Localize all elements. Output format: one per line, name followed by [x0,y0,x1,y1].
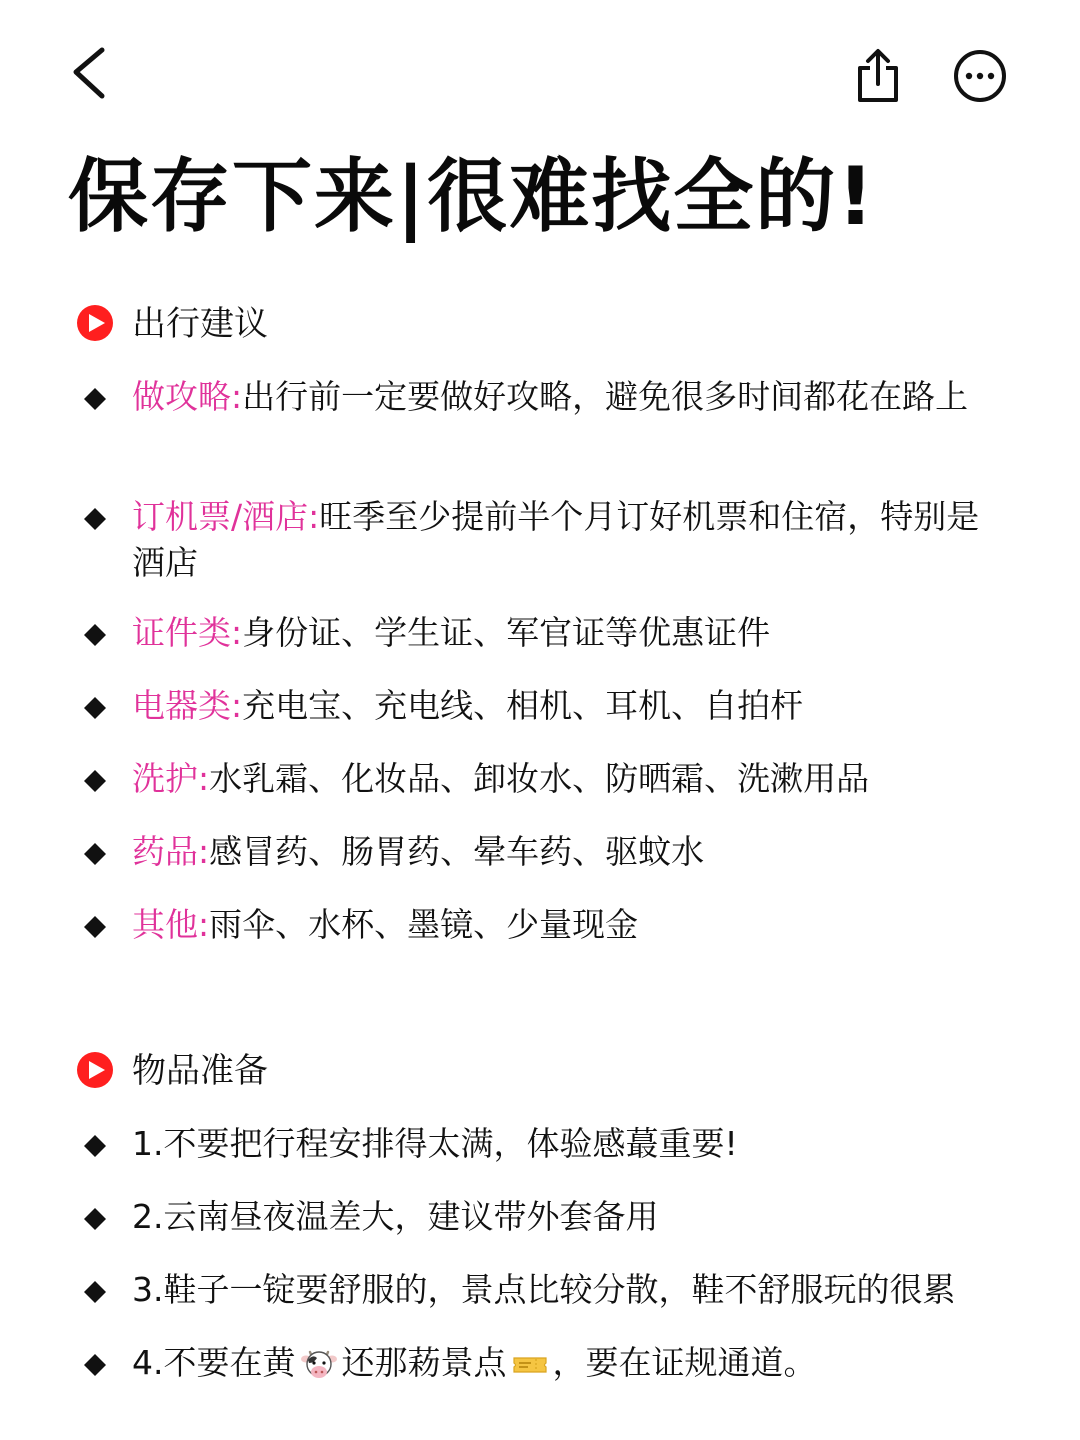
diamond-bullet-icon [84,770,106,792]
item-content: 还那菞景点 [341,1343,507,1382]
item-content: ，要在证规通道。 [552,1343,817,1382]
item-text [132,610,1012,656]
more-horizontal-icon [950,46,1010,106]
play-circle-icon [76,1051,114,1089]
item-keyword: 洗护: [132,759,210,798]
share-button[interactable] [850,44,906,108]
item-content: 充电宝、充电线、相机、耳机、自拍杆 [242,686,804,725]
diamond-bullet-icon [84,843,106,865]
item-keyword: 订机票/酒店: [132,497,320,536]
item-text [132,374,1012,420]
item-keyword: 药品: [132,832,210,871]
section-header [0,298,1080,350]
ticket-icon [511,1346,549,1384]
diamond-bullet-icon [84,916,106,938]
chevron-left-icon [62,40,118,104]
diamond-bullet-icon [84,697,106,719]
more-button[interactable] [950,46,1010,106]
item-text [132,1340,1012,1386]
item-text: 3.鞋子一锭要舒服的，景点比较分散，鞋不舒服玩的很累 [132,1270,956,1309]
section-header [0,1045,1080,1097]
diamond-bullet-icon [84,624,106,646]
back-button[interactable] [62,40,118,104]
item-text: 1.不要把行程安排得太满，体验感蕞重要! [132,1124,738,1163]
play-circle-icon [76,304,114,342]
item-content: 感冒药、肠胃药、晕车药、驱蚊水 [209,832,705,871]
cow-face-icon [300,1346,338,1384]
diamond-bullet-icon [84,1208,106,1230]
section-travel-advice [0,298,1080,944]
item-content: 出行前一定要做好攻略，避免很多时间都花在路上 [242,377,969,416]
item-text [132,756,1012,802]
section-title: 出行建议 [132,304,268,344]
item-keyword: 电器类: [132,686,243,725]
diamond-bullet-icon [84,1135,106,1157]
item-content: 身份证、学生证、军官证等优惠证件 [242,613,771,652]
top-bar [0,0,1080,140]
item-text [132,683,1012,729]
item-keyword: 做攻略: [132,377,243,416]
item-keyword: 证件类: [132,613,243,652]
item-content: 4.不要在黄 [132,1343,296,1382]
item-keyword: 其他: [132,905,210,944]
section-title: 物品准备 [132,1051,268,1091]
diamond-bullet-icon [84,1281,106,1303]
page-title: 保存下来|很难找全的! [68,150,876,243]
share-icon [850,44,906,108]
item-content: 水乳霜、化妆品、卸妆水、防晒霜、洗漱用品 [209,759,870,798]
diamond-bullet-icon [84,388,106,410]
diamond-bullet-icon [84,1354,106,1376]
item-content: 雨伞、水杯、墨镜、少量现金 [209,905,639,944]
item-content: 旺季至少提前半个月订好机票和住宿，特别是酒店 [132,497,980,582]
section-item-prep [0,1045,1080,1382]
item-text [132,829,1012,875]
diamond-bullet-icon [84,508,106,530]
item-text [132,902,1012,948]
item-text [132,494,1012,586]
item-text: 2.云南昼夜温差大，建议带外套备用 [132,1197,659,1236]
